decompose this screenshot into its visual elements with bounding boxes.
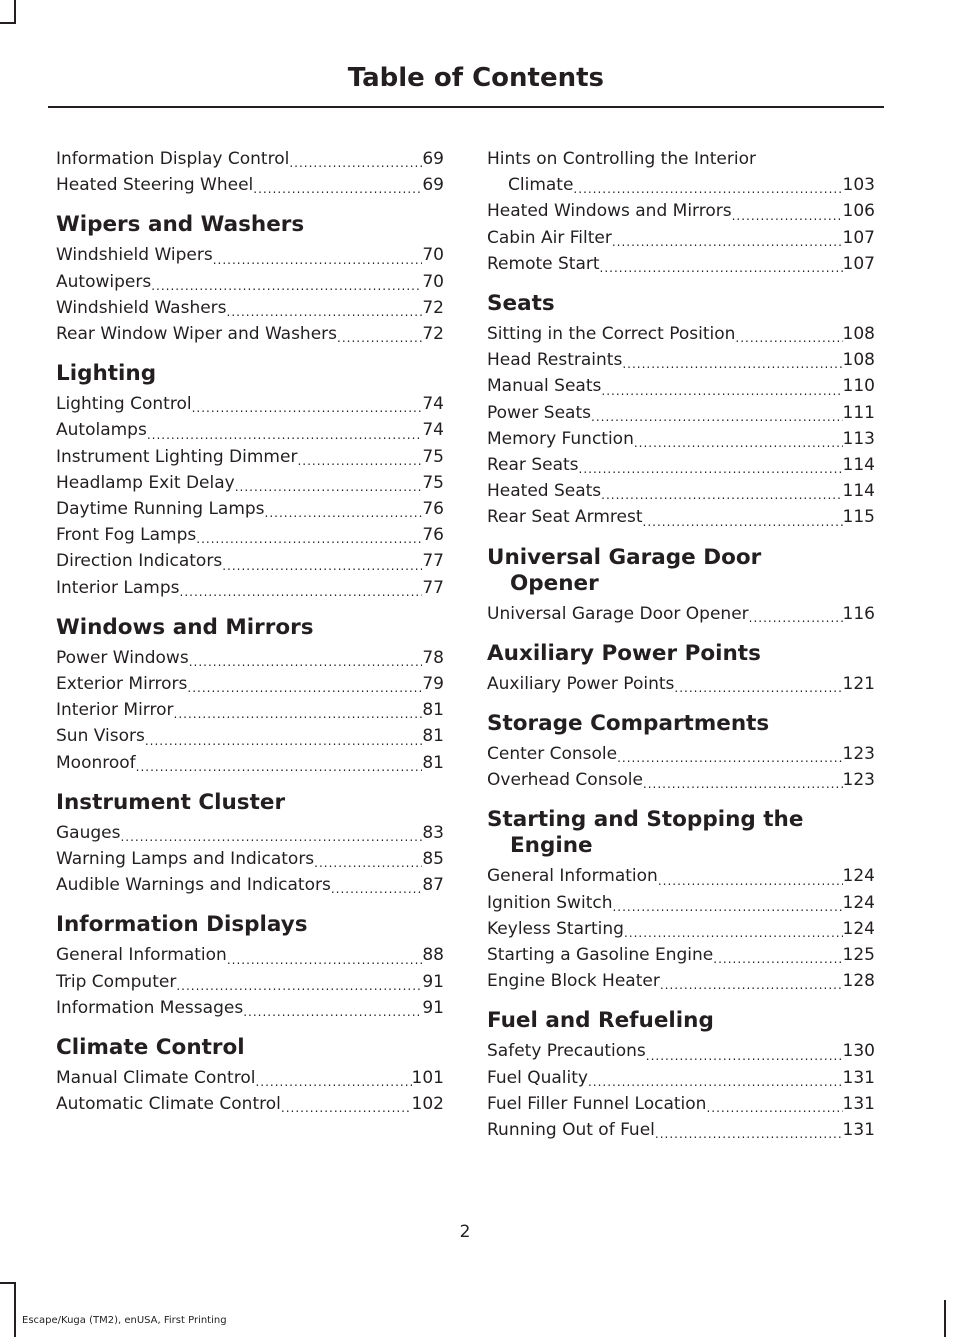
toc-entry-page: 78 bbox=[422, 647, 444, 668]
toc-entry-label: Safety Precautions bbox=[487, 1041, 646, 1062]
toc-entry-page: 124 bbox=[842, 866, 875, 887]
toc-entry-page: 130 bbox=[842, 1041, 875, 1062]
toc-entry[interactable] bbox=[56, 146, 444, 172]
toc-entry-label: Sun Visors bbox=[56, 726, 145, 747]
dot-leader bbox=[573, 180, 842, 198]
section-heading bbox=[487, 807, 875, 859]
toc-entry[interactable] bbox=[487, 452, 875, 478]
section-heading: Fuel and Refueling bbox=[487, 1008, 714, 1034]
toc-entry-page: 70 bbox=[422, 245, 444, 266]
toc-entry[interactable] bbox=[487, 478, 875, 504]
section-heading: Information Displays bbox=[56, 912, 308, 938]
dot-leader bbox=[643, 775, 843, 793]
toc-entry-page: 91 bbox=[422, 971, 444, 992]
toc-entry[interactable] bbox=[487, 863, 875, 889]
dot-leader bbox=[655, 1125, 843, 1143]
toc-entry-label: Lighting Control bbox=[56, 394, 192, 415]
dot-leader bbox=[281, 1099, 412, 1117]
dot-leader bbox=[749, 609, 843, 627]
dot-leader bbox=[713, 950, 842, 968]
toc-entry-label: Moonroof bbox=[56, 752, 136, 773]
toc-entry-label: Rear Seats bbox=[487, 455, 579, 476]
toc-entry-page: 125 bbox=[842, 945, 875, 966]
toc-entry-label: Direction Indicators bbox=[56, 551, 223, 572]
dot-leader bbox=[196, 530, 422, 548]
toc-entry-label: Headlamp Exit Delay bbox=[56, 472, 235, 493]
toc-entry-page: 124 bbox=[842, 918, 875, 939]
toc-entry-page: 87 bbox=[422, 875, 444, 896]
dot-leader bbox=[297, 452, 422, 470]
toc-entry[interactable] bbox=[56, 242, 444, 268]
toc-entry-page: 121 bbox=[842, 673, 875, 694]
toc-entry-label: Engine Block Heater bbox=[487, 971, 660, 992]
dot-leader bbox=[253, 180, 422, 198]
dot-leader bbox=[612, 233, 843, 251]
toc-entry-page: 124 bbox=[842, 892, 875, 913]
toc-entry-page: 128 bbox=[842, 971, 875, 992]
toc-entry-label: Auxiliary Power Points bbox=[487, 673, 675, 694]
toc-entry-label: Audible Warnings and Indicators bbox=[56, 875, 331, 896]
toc-entry[interactable] bbox=[487, 426, 875, 452]
toc-entry-label: Trip Computer bbox=[56, 971, 177, 992]
toc-entry-label: General Information bbox=[487, 866, 658, 887]
dot-leader bbox=[145, 732, 423, 750]
toc-entry-label: Keyless Starting bbox=[487, 918, 624, 939]
toc-entry-label: Front Fog Lamps bbox=[56, 525, 197, 546]
toc-entry[interactable] bbox=[56, 969, 444, 995]
dot-leader bbox=[658, 872, 843, 890]
toc-entry-page: 102 bbox=[411, 1094, 444, 1115]
toc-entry-label: Daytime Running Lamps bbox=[56, 499, 265, 520]
toc-entry-label: Running Out of Fuel bbox=[487, 1120, 655, 1141]
toc-entry-label: Fuel Quality bbox=[487, 1067, 588, 1088]
toc-entry-page: 76 bbox=[422, 499, 444, 520]
page-number: 2 bbox=[459, 1222, 471, 1242]
toc-entry-label: Hints on Controlling the Interior bbox=[487, 149, 756, 169]
toc-entry[interactable] bbox=[56, 522, 444, 548]
dot-leader bbox=[227, 303, 423, 321]
toc-entry-page: 75 bbox=[422, 472, 444, 493]
dot-leader bbox=[601, 486, 842, 504]
crop-mark bbox=[0, 22, 16, 24]
dot-leader bbox=[120, 828, 422, 846]
toc-left-column bbox=[56, 146, 444, 1117]
dot-leader bbox=[235, 478, 423, 496]
toc-entry-page: 85 bbox=[422, 849, 444, 870]
crop-mark bbox=[14, 0, 16, 22]
toc-entry[interactable] bbox=[56, 444, 444, 470]
toc-entry[interactable] bbox=[487, 400, 875, 426]
toc-entry-page: 131 bbox=[842, 1093, 875, 1114]
dot-leader bbox=[600, 259, 843, 277]
toc-entry[interactable] bbox=[56, 295, 444, 321]
crop-mark bbox=[14, 1282, 16, 1337]
toc-entry-page: 79 bbox=[422, 674, 444, 695]
dot-leader bbox=[601, 382, 842, 400]
dot-leader bbox=[337, 329, 422, 347]
dot-leader bbox=[227, 951, 423, 969]
toc-entry-page: 108 bbox=[842, 350, 875, 371]
dot-leader bbox=[255, 1073, 411, 1091]
toc-entry[interactable] bbox=[487, 968, 875, 994]
dot-leader bbox=[732, 207, 843, 225]
crop-mark bbox=[0, 1282, 16, 1284]
toc-entry-label: Autolamps bbox=[56, 420, 147, 441]
toc-entry-label: Autowipers bbox=[56, 271, 152, 292]
dot-leader bbox=[643, 513, 843, 531]
dot-leader bbox=[189, 653, 423, 671]
toc-entry-label: Overhead Console bbox=[487, 770, 643, 791]
toc-entry-page: 72 bbox=[422, 324, 444, 345]
toc-entry[interactable] bbox=[56, 172, 444, 198]
toc-entry-page: 103 bbox=[842, 175, 875, 196]
toc-entry[interactable] bbox=[56, 671, 444, 697]
toc-entry[interactable] bbox=[487, 198, 875, 224]
toc-entry[interactable] bbox=[487, 767, 875, 793]
dot-leader bbox=[674, 679, 842, 697]
toc-entry[interactable] bbox=[487, 1065, 875, 1091]
toc-entry[interactable] bbox=[487, 942, 875, 968]
dot-leader bbox=[735, 329, 842, 347]
toc-entry-label: Universal Garage Door Opener bbox=[487, 603, 749, 624]
toc-entry-page: 108 bbox=[842, 324, 875, 345]
dot-leader bbox=[617, 749, 842, 767]
section-heading-line: Universal Garage Door bbox=[487, 544, 762, 570]
toc-right-column bbox=[487, 146, 875, 1143]
toc-entry-label: Instrument Lighting Dimmer bbox=[56, 446, 298, 467]
dot-leader bbox=[314, 854, 422, 872]
toc-entry-page: 131 bbox=[842, 1067, 875, 1088]
toc-entry-page: 69 bbox=[422, 175, 444, 196]
dot-leader bbox=[646, 1047, 843, 1065]
toc-entry-label: General Information bbox=[56, 945, 227, 966]
toc-entry[interactable] bbox=[56, 1091, 444, 1117]
toc-entry-page: 70 bbox=[422, 271, 444, 292]
dot-leader bbox=[591, 408, 843, 426]
toc-entry-page: 74 bbox=[422, 420, 444, 441]
toc-entry[interactable] bbox=[487, 916, 875, 942]
toc-entry[interactable] bbox=[487, 890, 875, 916]
toc-entry-label: Power Seats bbox=[487, 402, 591, 423]
toc-entry[interactable] bbox=[56, 820, 444, 846]
section-heading-line: Opener bbox=[510, 570, 599, 596]
section-heading: Auxiliary Power Points bbox=[487, 640, 761, 666]
dot-leader bbox=[265, 504, 423, 522]
toc-entry[interactable] bbox=[56, 417, 444, 443]
toc-entry[interactable] bbox=[56, 645, 444, 671]
toc-entry-label: Heated Steering Wheel bbox=[56, 175, 254, 196]
toc-entry-label: Head Restraints bbox=[487, 350, 623, 371]
toc-entry[interactable] bbox=[56, 548, 444, 574]
toc-entry-label: Exterior Mirrors bbox=[56, 674, 188, 695]
toc-entry-page: 76 bbox=[422, 525, 444, 546]
section-heading-line: Starting and Stopping the bbox=[487, 807, 804, 833]
dot-leader bbox=[612, 898, 842, 916]
section-heading bbox=[487, 545, 875, 597]
toc-entry[interactable] bbox=[56, 995, 444, 1021]
toc-entry-page: 123 bbox=[842, 770, 875, 791]
dot-leader bbox=[660, 976, 843, 994]
toc-entry-page: 116 bbox=[842, 603, 875, 624]
toc-entry[interactable] bbox=[56, 1065, 444, 1091]
dot-leader bbox=[634, 434, 843, 452]
toc-entry-page: 123 bbox=[842, 744, 875, 765]
toc-entry[interactable] bbox=[56, 269, 444, 295]
dot-leader bbox=[331, 880, 423, 898]
toc-entry-page: 72 bbox=[422, 297, 444, 318]
toc-entry-page: 88 bbox=[422, 945, 444, 966]
toc-entry-label: Remote Start bbox=[487, 253, 600, 274]
toc-entry-page: 107 bbox=[842, 253, 875, 274]
dot-leader bbox=[243, 1003, 422, 1021]
toc-entry-label: Cabin Air Filter bbox=[487, 227, 612, 248]
dot-leader bbox=[213, 251, 423, 269]
toc-entry[interactable] bbox=[487, 373, 875, 399]
toc-entry[interactable] bbox=[487, 321, 875, 347]
toc-entry[interactable] bbox=[487, 1038, 875, 1064]
dot-leader bbox=[136, 758, 423, 776]
section-heading-line: Engine bbox=[510, 833, 593, 859]
title-divider bbox=[48, 106, 884, 108]
toc-entry-label: Center Console bbox=[487, 744, 618, 765]
toc-entry-label: Warning Lamps and Indicators bbox=[56, 849, 315, 870]
toc-entry-label: Sitting in the Correct Position bbox=[487, 324, 736, 345]
toc-entry[interactable] bbox=[487, 671, 875, 697]
section-heading: Seats bbox=[487, 291, 555, 317]
toc-entry-page: 107 bbox=[842, 227, 875, 248]
toc-entry-label: Information Messages bbox=[56, 997, 244, 1018]
toc-entry-label: Manual Climate Control bbox=[56, 1068, 256, 1089]
dot-leader bbox=[222, 557, 422, 575]
toc-entry-label: Starting a Gasoline Engine bbox=[487, 945, 714, 966]
toc-entry-label: Automatic Climate Control bbox=[56, 1094, 281, 1115]
toc-entry[interactable] bbox=[56, 496, 444, 522]
dot-leader bbox=[147, 426, 423, 444]
toc-entry-label: Windshield Washers bbox=[56, 297, 227, 318]
dot-leader bbox=[192, 399, 423, 417]
toc-entry-page: 114 bbox=[842, 481, 875, 502]
toc-entry-page: 69 bbox=[422, 149, 444, 169]
toc-entry-page: 81 bbox=[422, 726, 444, 747]
toc-entry[interactable] bbox=[487, 347, 875, 373]
dot-leader bbox=[174, 705, 423, 723]
section-heading: Climate Control bbox=[56, 1035, 245, 1061]
toc-entry[interactable] bbox=[487, 504, 875, 530]
toc-entry[interactable] bbox=[487, 225, 875, 251]
toc-entry-page: 77 bbox=[422, 577, 444, 598]
toc-entry[interactable] bbox=[487, 1117, 875, 1143]
toc-entry-label: Interior Mirror bbox=[56, 700, 174, 721]
toc-entry-page: 113 bbox=[842, 428, 875, 449]
toc-entry[interactable] bbox=[56, 723, 444, 749]
toc-entry-label: Climate bbox=[508, 175, 574, 196]
toc-entry-page: 81 bbox=[422, 700, 444, 721]
toc-entry-label: Heated Seats bbox=[487, 481, 602, 502]
toc-entry[interactable] bbox=[56, 391, 444, 417]
section-heading: Lighting bbox=[56, 361, 157, 387]
toc-entry-page: 75 bbox=[422, 446, 444, 467]
dot-leader bbox=[624, 924, 843, 942]
dot-leader bbox=[180, 583, 423, 601]
toc-entry[interactable] bbox=[56, 697, 444, 723]
toc-entry[interactable] bbox=[487, 741, 875, 767]
crop-mark bbox=[944, 1300, 946, 1337]
section-heading: Storage Compartments bbox=[487, 711, 770, 737]
dot-leader bbox=[289, 154, 422, 172]
toc-entry-label: Rear Seat Armrest bbox=[487, 507, 643, 528]
toc-entry-page: 81 bbox=[422, 752, 444, 773]
toc-entry-label: Power Windows bbox=[56, 647, 189, 668]
toc-entry-label: Interior Lamps bbox=[56, 577, 180, 598]
toc-entry-page: 74 bbox=[422, 394, 444, 415]
dot-leader bbox=[187, 679, 422, 697]
toc-entry[interactable] bbox=[56, 942, 444, 968]
toc-entry-page: 131 bbox=[842, 1120, 875, 1141]
toc-entry-page: 114 bbox=[842, 455, 875, 476]
toc-entry-page: 111 bbox=[842, 402, 875, 423]
toc-entry[interactable] bbox=[56, 872, 444, 898]
toc-entry-label: Information Display Control bbox=[56, 149, 290, 169]
toc-entry[interactable] bbox=[56, 575, 444, 601]
toc-entry-page: 101 bbox=[411, 1068, 444, 1089]
toc-entry-page: 91 bbox=[422, 997, 444, 1018]
footer-text: Escape/Kuga (TM2), enUSA, First Printing bbox=[22, 1315, 227, 1326]
toc-entry-page: 83 bbox=[422, 822, 444, 843]
toc-entry[interactable] bbox=[56, 470, 444, 496]
toc-entry-label: Manual Seats bbox=[487, 376, 602, 397]
toc-entry[interactable] bbox=[487, 251, 875, 277]
toc-entry-label: Gauges bbox=[56, 822, 121, 843]
toc-entry-label: Windshield Wipers bbox=[56, 245, 213, 266]
section-heading: Windows and Mirrors bbox=[56, 614, 314, 640]
dot-leader bbox=[176, 977, 422, 995]
toc-entry-line bbox=[487, 172, 875, 198]
toc-entry[interactable] bbox=[56, 321, 444, 347]
toc-entry-label: Fuel Filler Funnel Location bbox=[487, 1093, 707, 1114]
toc-entry[interactable] bbox=[487, 146, 875, 198]
toc-entry[interactable] bbox=[56, 750, 444, 776]
section-heading: Wipers and Washers bbox=[56, 212, 305, 238]
toc-entry-page: 110 bbox=[842, 376, 875, 397]
dot-leader bbox=[151, 277, 422, 295]
toc-entry-label: Memory Function bbox=[487, 428, 634, 449]
dot-leader bbox=[588, 1073, 843, 1091]
section-heading: Instrument Cluster bbox=[56, 789, 286, 815]
dot-leader bbox=[622, 355, 842, 373]
toc-entry-label: Heated Windows and Mirrors bbox=[487, 201, 732, 222]
toc-entry-page: 115 bbox=[842, 507, 875, 528]
dot-leader bbox=[706, 1099, 842, 1117]
page-title: Table of Contents bbox=[347, 63, 604, 93]
toc-entry-page: 77 bbox=[422, 551, 444, 572]
toc-entry-label: Rear Window Wiper and Washers bbox=[56, 324, 338, 345]
toc-entry[interactable] bbox=[487, 1091, 875, 1117]
dot-leader bbox=[579, 460, 843, 478]
toc-entry[interactable] bbox=[56, 846, 444, 872]
toc-entry-page: 106 bbox=[842, 201, 875, 222]
toc-entry[interactable] bbox=[487, 601, 875, 627]
toc-entry-label: Ignition Switch bbox=[487, 892, 613, 913]
